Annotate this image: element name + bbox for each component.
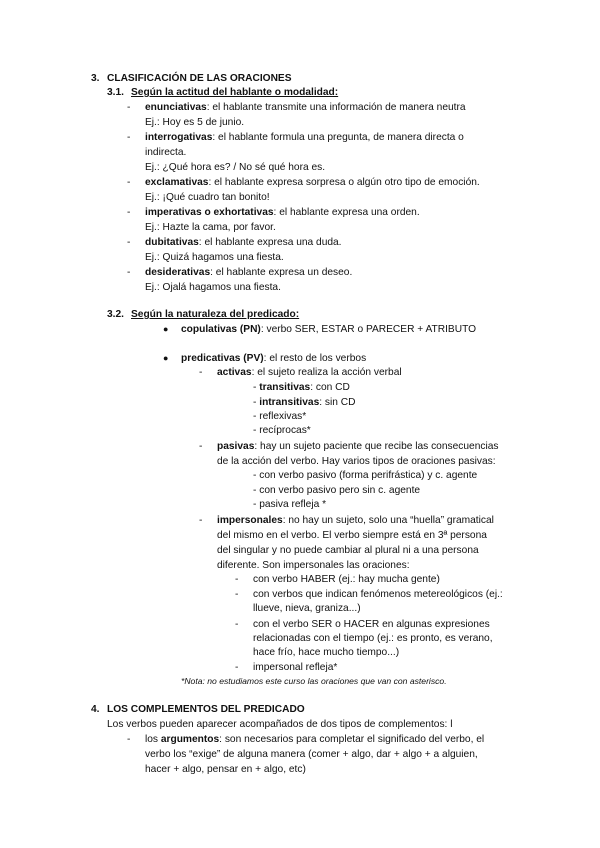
activas-term: activas — [217, 367, 252, 378]
example-line: Ej.: ¡Qué cuadro tan bonito! — [145, 192, 270, 203]
list-item-text: : el hablante transmite una información de manera neutra — [206, 102, 466, 113]
list-bullet: - — [127, 132, 131, 143]
predicativas-text: : el resto de los verbos — [263, 353, 367, 364]
section-4-intro: Los verbos pueden aparecer acompañados de dos tipos de complementos: l — [107, 719, 453, 730]
section-3-1-title: Según la actitud del hablante o modalidad: — [131, 87, 339, 98]
sub-text: recíprocas* — [259, 425, 311, 436]
list-item-text: : el hablante expresa sorpresa o algún otro tipo de emoción. — [208, 177, 480, 188]
list-item-text: : el hablante expresa una orden. — [273, 207, 420, 218]
footnote: *Nota: no estudiamos este curso las oraciones que van con asterisco. — [181, 676, 447, 686]
section-3-number: 3. — [91, 73, 100, 84]
list-item — [145, 131, 464, 144]
activas-sub-item — [253, 381, 350, 394]
list-item-prefix: e — [145, 102, 151, 113]
copulativas-text: : verbo SER, ESTAR o PARECER + ATRIBUTO — [260, 324, 477, 335]
impersonales-text: : no hay un sujeto, solo una “huella” gramatical — [282, 515, 494, 526]
impersonales-sub-item: impersonal refleja* — [253, 662, 338, 673]
section-3-2-title: Según la naturaleza del predicado: — [131, 309, 300, 320]
sub-text: : sin CD — [319, 397, 356, 408]
section-3-1-number: 3.1. — [107, 87, 124, 98]
predicativas-item — [181, 352, 366, 365]
activas-sub-item — [253, 424, 311, 437]
activas-sub-item — [253, 396, 356, 409]
list-item-term: nunciativas — [150, 102, 207, 113]
list-item-term: dubitativas — [145, 237, 199, 248]
section-4-title: LOS COMPLEMENTOS DEL PREDICADO — [107, 704, 305, 715]
argumentos-item — [145, 733, 484, 746]
list-bullet: - — [199, 515, 203, 526]
activas-text: : el sujeto realiza la acción verbal — [251, 367, 402, 378]
list-bullet: - — [127, 734, 131, 745]
pasivas-sub-item: - con verbo pasivo pero sin c. agente — [253, 485, 421, 496]
argumentos-continuation: hacer + algo, pensar en + algo, etc) — [145, 764, 306, 775]
copulativas-term: copulativas (PN) — [181, 324, 261, 335]
sub-dash: - — [253, 397, 260, 408]
impersonales-sub-continuation: hace frío, hace mucho tiempo...) — [253, 647, 400, 658]
list-item-term: imperativas o exhortativas — [145, 207, 274, 218]
example-line: Ej.: Hoy es 5 de junio. — [145, 117, 245, 128]
list-bullet: - — [127, 267, 131, 278]
list-bullet: - — [199, 441, 203, 452]
list-bullet: - — [127, 207, 131, 218]
pasivas-sub-item: - con verbo pasivo (forma perifrástica) y c. agente — [253, 470, 478, 481]
sub-dash: - — [253, 382, 260, 393]
list-bullet: - — [235, 589, 239, 600]
pasivas-term: pasivas — [217, 441, 255, 452]
activas-item — [217, 366, 402, 379]
list-item — [145, 101, 466, 114]
list-bullet: - — [127, 102, 131, 113]
sub-text: : con CD — [310, 382, 350, 393]
predicativas-term: predicativas (PV) — [181, 353, 264, 364]
list-item-text: : el hablante expresa una duda. — [198, 237, 342, 248]
sub-dash: - — [253, 411, 260, 422]
list-item — [145, 206, 420, 219]
list-item-text: : el hablante formula una pregunta, de manera directa o — [212, 132, 464, 143]
impersonales-sub-item: con el verbo SER o HACER en algunas expresiones — [253, 619, 490, 630]
sub-dash: - — [253, 425, 260, 436]
argumentos-term: argumentos — [160, 734, 220, 745]
list-item-text: : el hablante expresa un deseo. — [210, 267, 353, 278]
section-4-number: 4. — [91, 704, 100, 715]
impersonales-term: impersonales — [217, 515, 283, 526]
list-item-term: interrogativas — [145, 132, 213, 143]
list-bullet: - — [127, 177, 131, 188]
example-line: Ej.: Ojalá hagamos una fiesta. — [145, 282, 281, 293]
activas-sub-item — [253, 410, 306, 423]
list-item-term: exclamativas — [145, 177, 209, 188]
pasivas-text: : hay un sujeto paciente que recibe las consecuencias — [254, 441, 499, 452]
dot-bullet: ● — [163, 353, 169, 363]
list-bullet: - — [235, 574, 239, 585]
impersonales-continuation: del singular y no puede cambiar al plural ni a una persona — [217, 545, 479, 556]
pasivas-sub-item: - pasiva refleja * — [253, 499, 327, 510]
impersonales-continuation: del mismo en el verbo. El verbo siempre está en 3ª persona — [217, 530, 487, 541]
list-item-term: desiderativas — [145, 267, 211, 278]
argumentos-prefix: los — [145, 734, 161, 745]
list-bullet: - — [235, 619, 239, 630]
example-line: Ej.: ¿Qué hora es? / No sé qué hora es. — [145, 162, 326, 173]
section-3-title: CLASIFICACIÓN DE LAS ORACIONES — [107, 73, 292, 84]
argumentos-continuation: verbo los “exige” de alguna manera (comer + algo, dar + algo + a alguien, — [145, 749, 478, 760]
list-bullet: - — [235, 662, 239, 673]
argumentos-text: : son necesarios para completar el significado del verbo, el — [219, 734, 485, 745]
impersonales-continuation: diferente. Son impersonales las oraciones: — [217, 560, 410, 571]
list-bullet: - — [127, 237, 131, 248]
example-line: Ej.: Quizá hagamos una fiesta. — [145, 252, 284, 263]
sub-text: reflexivas* — [259, 411, 307, 422]
copulativas-item — [181, 323, 476, 336]
impersonales-sub-continuation: relacionadas con el tiempo (ej.: es pronto, es verano, — [253, 633, 493, 644]
impersonales-sub-item: con verbos que indican fenómenos metereológicos (ej.: — [253, 589, 503, 600]
section-3-2-number: 3.2. — [107, 309, 124, 320]
impersonales-sub-continuation: llueve, nieva, graniza...) — [253, 603, 361, 614]
example-line: Ej.: Hazte la cama, por favor. — [145, 222, 276, 233]
list-item — [145, 236, 342, 249]
list-item — [145, 266, 352, 279]
sub-term: transitivas — [259, 382, 311, 393]
impersonales-item — [217, 514, 494, 527]
dot-bullet: ● — [163, 324, 169, 334]
list-bullet: - — [199, 367, 203, 378]
pasivas-continuation: de la acción del verbo. Hay varios tipos de oraciones pasivas: — [217, 456, 496, 467]
pasivas-item — [217, 440, 498, 453]
list-item-continuation: indirecta. — [145, 147, 187, 158]
sub-term: intransitivas — [259, 397, 320, 408]
list-item — [145, 176, 480, 189]
impersonales-sub-item: con verbo HABER (ej.: hay mucha gente) — [253, 574, 440, 585]
